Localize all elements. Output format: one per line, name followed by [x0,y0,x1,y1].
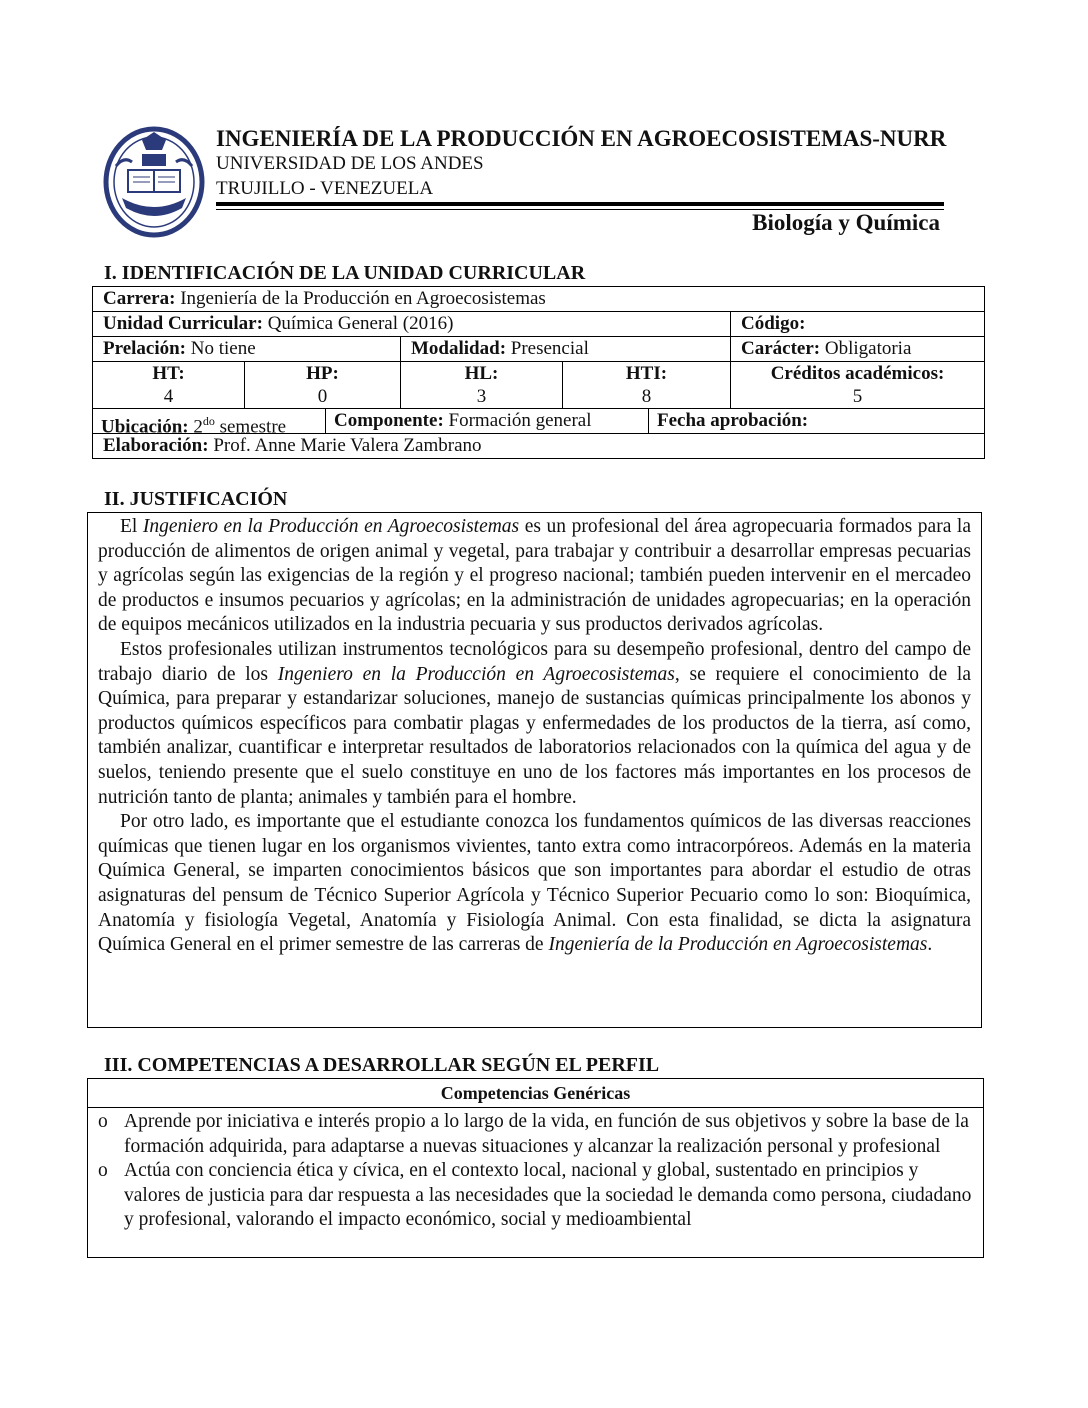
prelacion-cell [93,337,401,362]
hp-cell [245,362,401,409]
emphasis-text: Ingeniero en la Producción en Agroecosistemas [142,516,520,537]
text-run: Estos profesionales utilizan instrumentos tecnológicos para su desempeño profesional, dentro del campo de trabajo diario de los [98,638,971,685]
hp-label: HP: [306,363,339,384]
bullet-icon: o [98,1160,108,1181]
hti-cell [563,362,731,409]
identificacion-table [92,286,985,459]
modalidad-label: Modalidad: [411,338,507,359]
emphasis-text: Ingeniería de la Producción en Agroecosistemas [548,934,928,956]
creditos-label: Créditos académicos: [770,363,945,384]
unidad-curricular-label: Unidad Curricular: [103,313,263,334]
justificacion-paragraph-1 [98,515,971,638]
creditos-value: 5 [852,386,863,407]
hp-value: 0 [317,386,328,407]
department-name: Biología y Química [752,210,940,235]
ubicacion-number: 2 [193,416,203,434]
ubicacion-row-cell [93,409,985,434]
modalidad-value: Presencial [510,338,589,359]
section-justificacion-heading: II. JUSTIFICACIÓN [104,488,288,510]
caracter-label: Carácter: [741,338,821,359]
table-row [93,434,985,459]
hl-value: 3 [476,386,487,407]
elaboracion-value: Prof. Anne Marie Valera Zambrano [213,435,482,456]
ht-label: HT: [152,363,185,384]
fecha-aprobacion-cell [649,409,984,433]
ubicacion-row [93,409,984,433]
ubicacion-superscript: do [202,414,215,428]
text-run: Por otro lado, es importante que el estudiante conozca los fundamentos químicos de las diversas reacciones químicas que tienen lugar en los organismos vivientes, tanto extra como intracorpóreos. Además en la materia Química General, se imparten conocimientos básicos que son importantes para abordar el estudio de otras asignaturas del pensum de Técnico Superior Agrícola y Técnico Superior Pecuario como lo son: Bioquímica, Anatomía y fisiología Vegetal, Anatomía y Fisiología Animal. Con esta finalidad, se dicta la asignatura Química General en el primer semestre de las carreras de [98,811,971,956]
table-row [93,362,985,409]
bullet-icon: o [98,1111,108,1132]
prelacion-value: No tiene [190,338,256,359]
list-item [98,1110,975,1159]
ht-value: 4 [163,386,174,407]
university-seal-icon [102,126,206,238]
justificacion-box [87,512,982,1028]
header-title: INGENIERÍA DE LA PRODUCCIÓN EN AGROECOSISTEMAS-NURR [216,126,947,151]
hti-label: HTI: [625,363,668,384]
carrera-label: Carrera: [103,288,176,309]
caracter-cell [731,337,985,362]
justificacion-paragraph-2 [98,638,971,810]
table-row [93,312,985,337]
competencia-text: Actúa con conciencia ética y cívica, en el contexto local, nacional y global, sustentado en principios y valores de justicia para dar respuesta a las necesidades que la sociedad le demanda como persona, ciudadano y profesional, valorando el impacto económico, social y medioambiental [124,1160,972,1230]
unidad-curricular-value: Química General (2016) [267,313,454,334]
modalidad-cell [401,337,731,362]
carrera-value: Ingeniería de la Producción en Agroecosistemas [180,288,546,309]
caracter-value: Obligatoria [824,338,912,359]
componente-label: Componente: [334,410,444,431]
text-run: . [927,934,933,956]
table-row [93,337,985,362]
hl-label: HL: [464,363,499,384]
text-run: , se requiere el conocimiento de la Química, para preparar y estandarizar soluciones, manejo de sustancias químicas principalmente los abonos y productos químicos específicos para combatir plagas y enfermedades de los productos de la tierra, así como, también analizar, cuantificar e interpretar resultados de laboratorios relacionados con la química del agua y de suelos, teniendo presente que el suelo constituye en uno de los factores más importantes en los procesos de nutrición tanto de planta; animales y también para el hombre. [98,663,971,808]
text-run: El [120,516,143,537]
section-competencias-heading: III. COMPETENCIAS A DESARROLLAR SEGÚN EL PERFIL [104,1054,660,1076]
justificacion-paragraph-3 [98,810,971,958]
list-item [98,1159,975,1233]
ubicacion-cell [93,409,326,433]
emphasis-text: Ingeniero en la Producción en Agroecosistemas [277,663,675,685]
carrera-cell [93,287,985,312]
competencias-list [88,1108,983,1233]
text-run: es un profesional del área agropecuaria formados para la producción de alimentos de origen animal y vegetal, para trabajar y contribuir a desarrollar empresas pecuarias y agrícolas según las exigencias de la región y el progreso nacional; también pueden intervenir en el mercadeo de productos e insumos pecuarios y agrícolas; en la administración de unidades agropecuarias; en la operación de equipos mecánicos utilizados en la industria pecuaria y sus productos derivados agrícolas. [98,516,971,636]
elaboracion-label: Elaboración: [103,435,209,456]
table-row [93,287,985,312]
section-identificacion-heading: I. IDENTIFICACIÓN DE LA UNIDAD CURRICULAR [104,262,586,284]
creditos-cell [731,362,985,409]
componente-cell [326,409,649,433]
componente-value: Formación general [448,410,592,431]
elaboracion-cell [93,434,985,459]
ubicacion-label: Ubicación: [101,416,189,434]
competencias-table [87,1078,984,1258]
hti-value: 8 [641,386,652,407]
hl-cell [401,362,563,409]
fecha-aprobacion-label: Fecha aprobación: [657,410,809,431]
ht-cell [93,362,245,409]
codigo-cell [731,312,985,337]
competencias-genericas-header: Competencias Genéricas [88,1079,983,1108]
header-university: UNIVERSIDAD DE LOS ANDES [216,153,484,174]
unidad-curricular-cell [93,312,731,337]
table-row [93,409,985,434]
competencia-text: Aprende por iniciativa e interés propio a lo largo de la vida, en función de sus objetivos y sobre la base de la formación adquirida, para adaptarse a nuevas situaciones y alcanzar la realización personal y profesional [124,1111,969,1157]
prelacion-label: Prelación: [103,338,187,359]
header-location: TRUJILLO - VENEZUELA [216,178,434,199]
ubicacion-semestre: semestre [214,416,287,434]
codigo-label: Código: [741,313,806,334]
header-rule-thick [216,202,944,206]
